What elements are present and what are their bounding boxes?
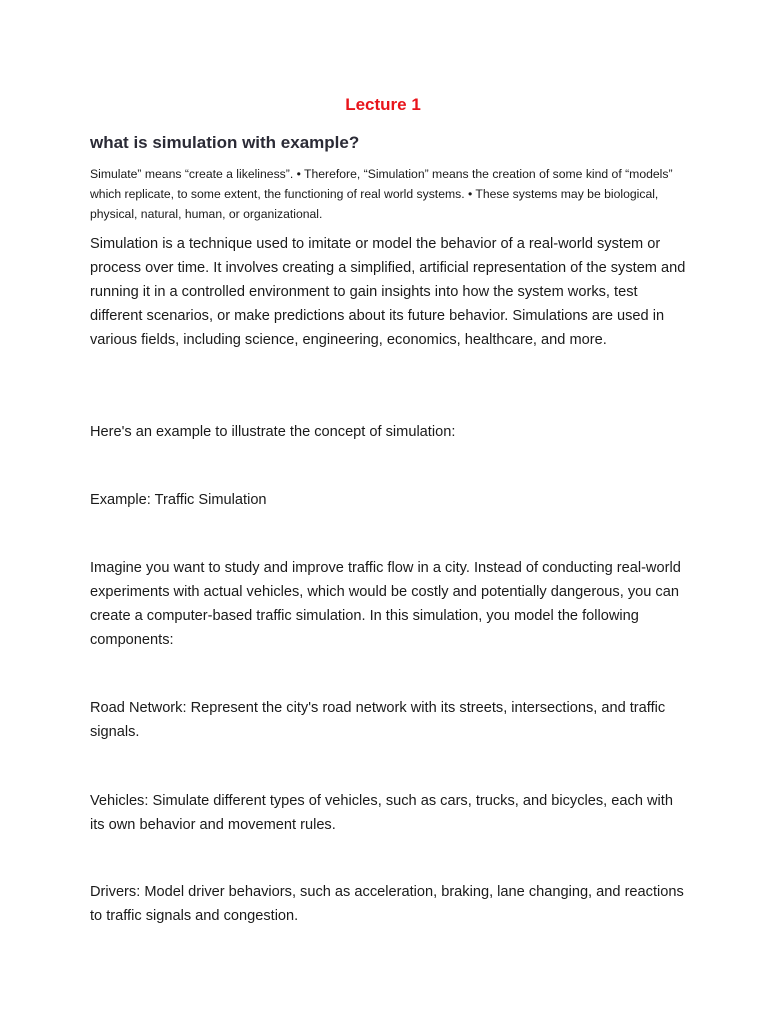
example-title-paragraph: Example: Traffic Simulation [90,492,267,508]
example-intro-paragraph: Here's an example to illustrate the concept of simulation: [90,424,456,440]
simulation-definition-paragraph: Simulation is a technique used to imitate or model the behavior of a real-world system or process over time. It involves creating a simplified, artificial representation of the system and running it in a controlled environment to gain insights into how the system works, test different scenarios, or make predictions about its future behavior. Simulations are used in various fields, including science, engineering, economics, healthcare, and more. [90,236,686,348]
lecture-title: Lecture 1 [345,95,421,114]
vehicles-paragraph: Vehicles: Simulate different types of vehicles, such as cars, trucks, and bicycles, each with its own behavior and movement rules. [90,793,673,833]
road-network-paragraph: Road Network: Represent the city's road network with its streets, intersections, and traffic signals. [90,700,666,740]
traffic-scenario-paragraph: Imagine you want to study and improve traffic flow in a city. Instead of conducting real-world experiments with actual vehicles, which would be costly and potentially dangerous, you can create a computer-based traffic simulation. In this simulation, you model the following components: [90,560,681,648]
intro-paragraph: Simulate” means “create a likeliness”. • Therefore, “Simulation” means the creation of some kind of “models” which replicate, to some extent, the functioning of real world systems. • These systems may be biological, physical, natural, human, or organizational. [90,167,673,221]
drivers-paragraph: Drivers: Model driver behaviors, such as acceleration, braking, lane changing, and reactions to traffic signals and congestion. [90,884,684,924]
section-heading: what is simulation with example? [90,133,360,152]
